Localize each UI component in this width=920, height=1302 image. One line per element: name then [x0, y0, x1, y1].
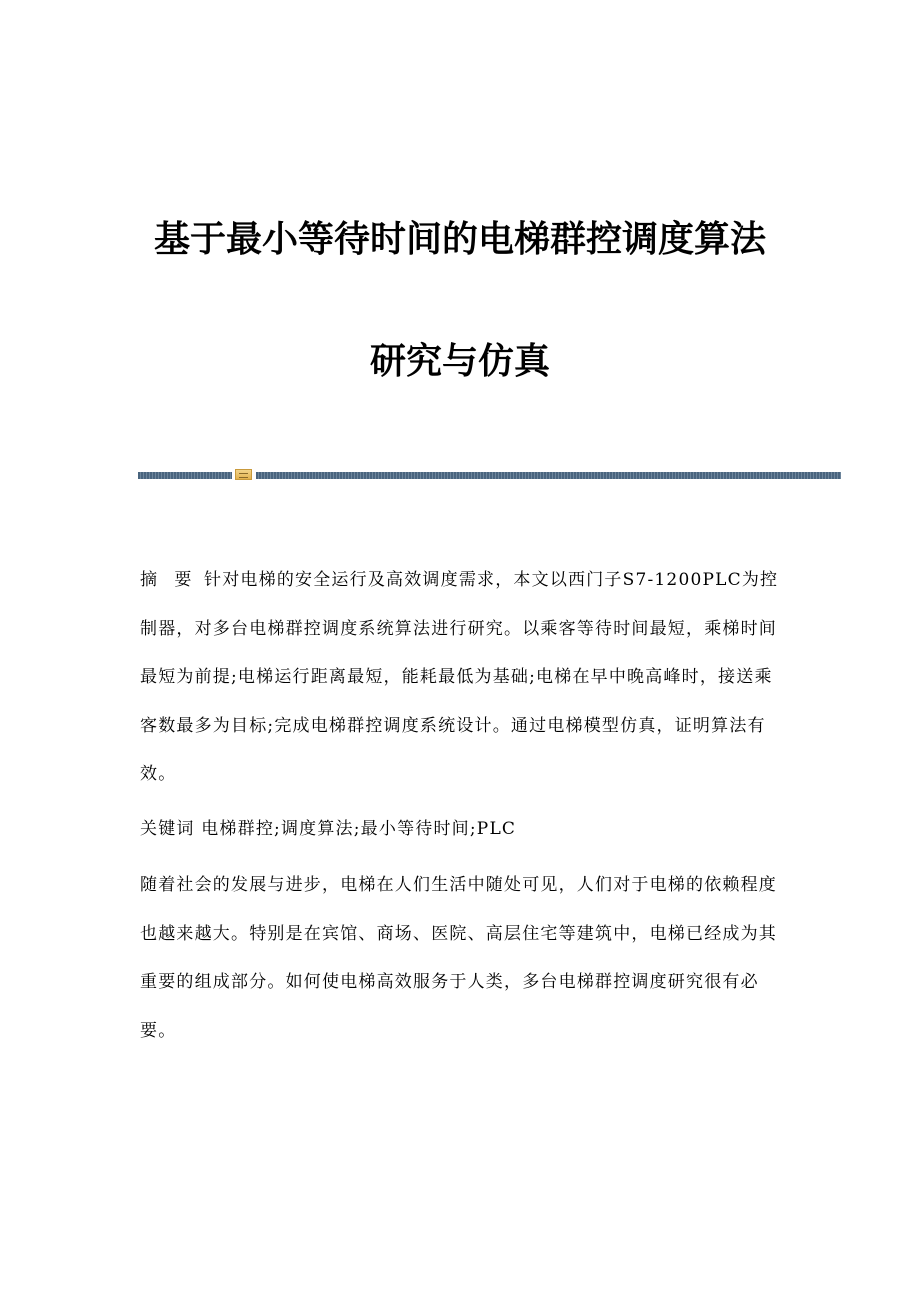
divider-left-segment	[138, 472, 232, 479]
abstract-label: 摘 要	[140, 570, 198, 590]
title-line-2: 研究与仿真	[369, 341, 550, 383]
intro-paragraph: 随着社会的发展与进步，电梯在人们生活中随处可见，人们对于电梯的依赖程度也越来越大。特别是在宾馆、商场、医院、高层住宅等建筑中，电梯已经成为其重要的组成部分。如何使电梯高效服务于人类，多台电梯群控调度研究很有必要。	[140, 875, 777, 1041]
abstract-paragraph	[140, 556, 790, 799]
title-line-1: 基于最小等待时间的电梯群控调度算法	[153, 219, 766, 261]
divider-ornament-icon	[235, 469, 252, 480]
abstract-text: 针对电梯的安全运行及高效调度需求，本文以西门子S7-1200PLC为控制器，对多台电梯群控调度系统算法进行研究。以乘客等待时间最短，乘梯时间最短为前提;电梯运行距离最短，能耗最低为基础;电梯在早中晚高峰时，接送乘客数最多为目标;完成电梯群控调度系统设计。通过电梯模型仿真，证明算法有效。	[140, 570, 779, 784]
divider-right-segment	[256, 472, 841, 479]
keywords-paragraph	[140, 805, 790, 854]
keywords-text: 电梯群控;调度算法;最小等待时间;PLC	[201, 819, 517, 839]
keywords-label: 关键词	[140, 819, 195, 839]
